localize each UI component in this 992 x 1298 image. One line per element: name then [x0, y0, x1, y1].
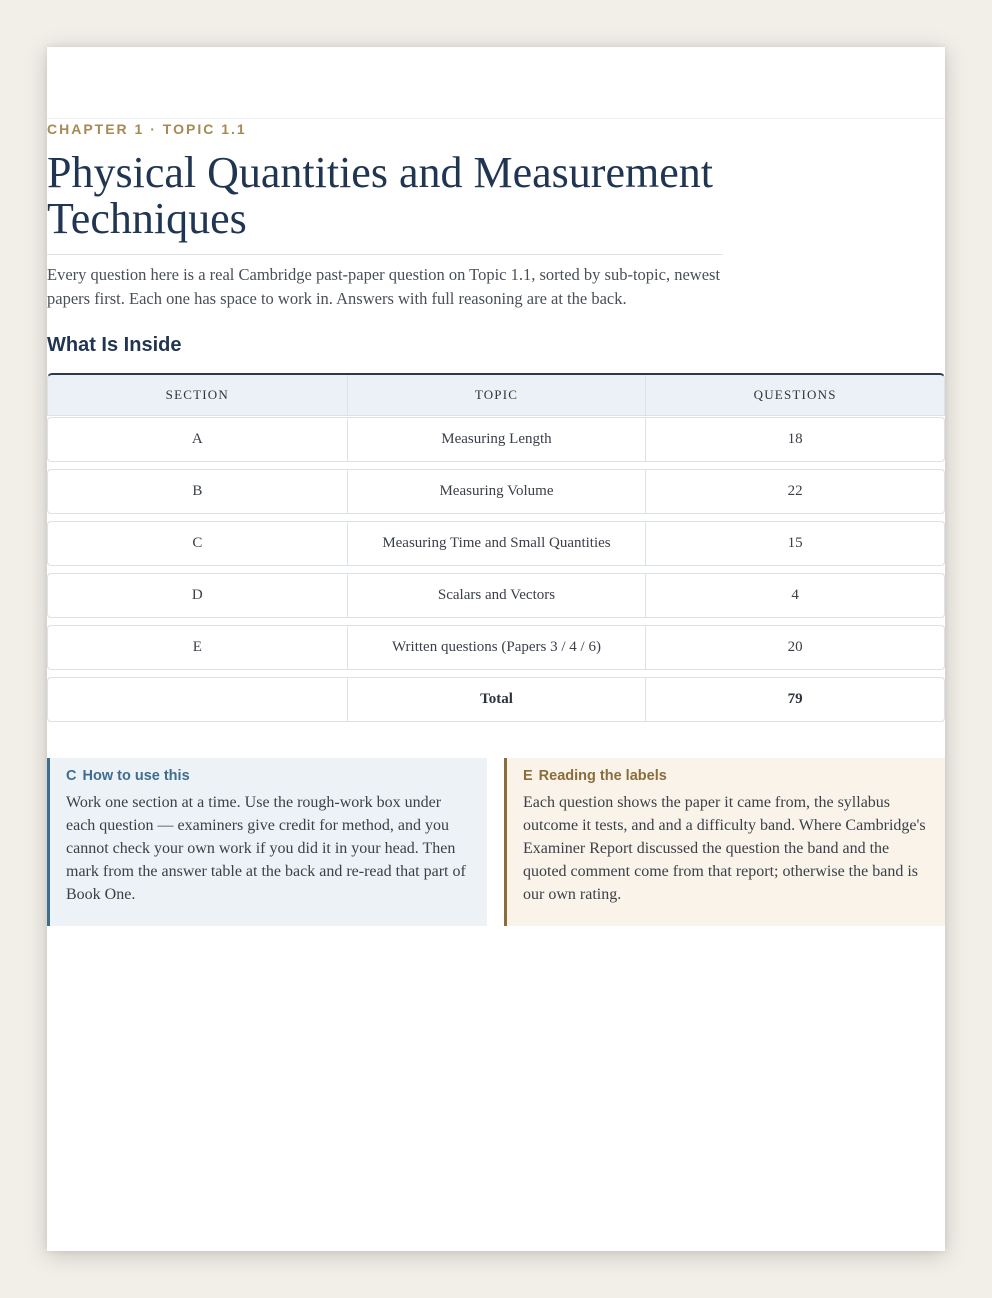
section-cell: E	[192, 639, 202, 655]
page-title: Physical Quantities and Measurement Techniques	[47, 148, 713, 243]
topic-cell: Written questions (Papers 3 / 4 / 6)	[347, 626, 646, 669]
table-row	[47, 469, 945, 514]
callout-title-text: How to use this	[82, 768, 190, 784]
section-cell: D	[191, 587, 203, 603]
topic-cell: Scalars and Vectors	[347, 574, 646, 617]
total-label: Total	[347, 678, 646, 721]
column-header-questions: QUESTIONS	[645, 375, 944, 415]
questions-cell: 4	[645, 574, 944, 617]
section-cell: A	[191, 431, 203, 447]
top-divider	[47, 118, 945, 119]
callout-title	[66, 768, 471, 784]
chapter-kicker: CHAPTER 1 · TOPIC 1.1	[47, 121, 247, 137]
topic-cell: Measuring Volume	[347, 470, 646, 513]
reading-labels-callout	[504, 758, 945, 926]
section-cell: B	[192, 483, 203, 499]
callout-body: Each question shows the paper it came from, the syllabus outcome it tests, and and a difficulty band. Where Cambridge's Examiner Report discussed the question the band and the quoted comment come from that report; otherwise the band is our own rating.	[523, 794, 926, 903]
table-total-row	[47, 677, 945, 722]
intro-paragraph: Every question here is a real Cambridge past-paper question on Topic 1.1, sorted by sub-topic, newest papers first. Each one has space to work in. Answers with full reasoning are at the back.	[47, 265, 721, 308]
questions-cell: 22	[645, 470, 944, 513]
contents-table	[47, 373, 945, 729]
questions-cell: 15	[645, 522, 944, 565]
table-row	[47, 417, 945, 462]
callout-title-text: Reading the labels	[538, 768, 667, 784]
total-questions: 79	[645, 678, 944, 721]
questions-cell: 18	[645, 418, 944, 461]
document-page	[47, 47, 945, 1251]
table-header-row	[47, 373, 945, 416]
title-divider	[47, 254, 723, 255]
table-row	[47, 625, 945, 670]
callout-letter: C	[66, 768, 77, 784]
table-row	[47, 521, 945, 566]
section-cell: C	[192, 535, 203, 551]
total-section-cell	[48, 678, 347, 721]
contents-heading: What Is Inside	[47, 334, 182, 356]
callout-body: Work one section at a time. Use the rough-work box under each question — examiners give credit for method, and you cannot check your own work if you did it in your head. Then mark from the answer table at the back and re-read that part of Book One.	[66, 794, 466, 903]
column-header-section: SECTION	[165, 387, 229, 402]
topic-cell: Measuring Length	[347, 418, 646, 461]
callout-title	[523, 768, 929, 784]
table-row	[47, 573, 945, 618]
questions-cell: 20	[645, 626, 944, 669]
how-to-use-callout	[47, 758, 487, 926]
callout-letter: E	[523, 768, 533, 784]
topic-cell: Measuring Time and Small Quantities	[347, 522, 646, 565]
column-header-topic: TOPIC	[347, 375, 646, 415]
